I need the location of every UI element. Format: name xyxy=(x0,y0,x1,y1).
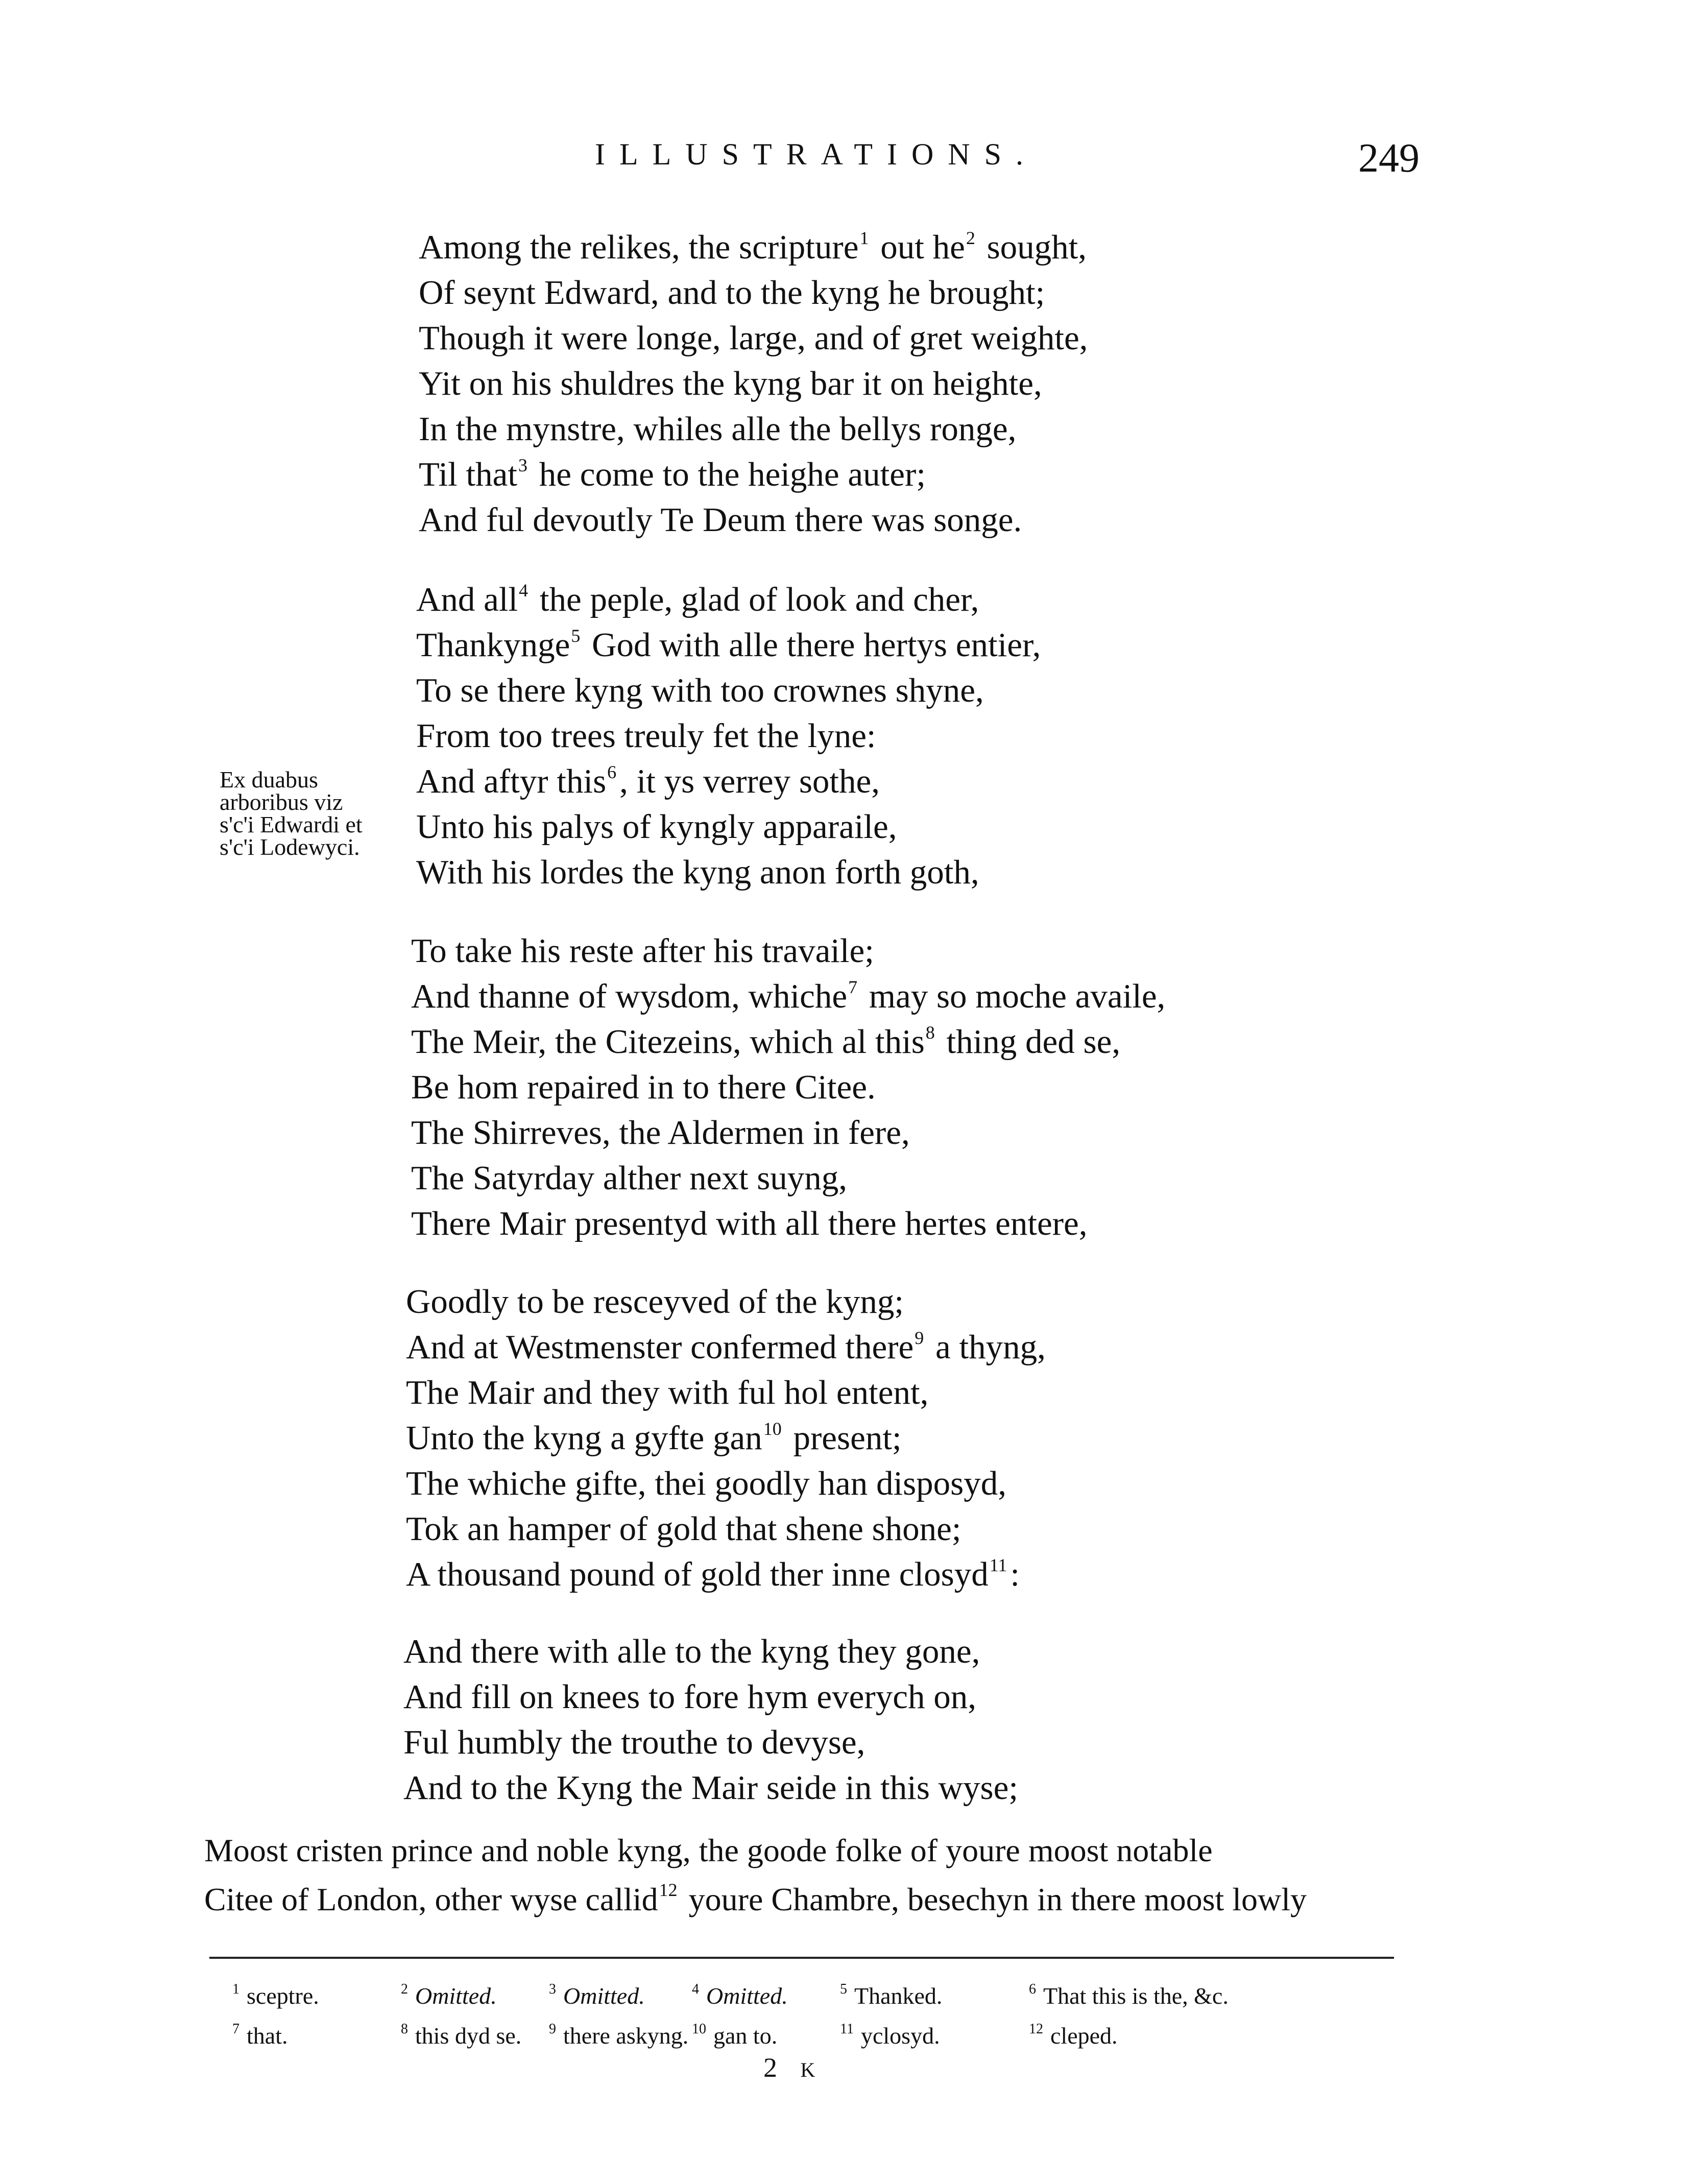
line-text: Moost cristen prince and noble kyng, the goode folke of youre moost notable xyxy=(204,1832,1213,1868)
prose-line xyxy=(204,1875,1399,1924)
footnote-number: 12 xyxy=(1029,2021,1043,2037)
line-text: To se there kyng with too crownes shyne, xyxy=(416,671,984,709)
footnote-marker: 1 xyxy=(859,228,869,248)
footnote xyxy=(401,1982,497,2009)
footnote-marker: 7 xyxy=(848,977,858,997)
footnote xyxy=(401,2022,521,2049)
footnote-number: 11 xyxy=(840,2021,854,2037)
stanza-5 xyxy=(403,1629,1018,1811)
line-text: The Satyrday alther next suyng, xyxy=(411,1159,848,1197)
verse-line xyxy=(406,1506,1046,1552)
verse-line xyxy=(416,577,1041,622)
footnote-text: That this is the, &c. xyxy=(1043,1983,1229,2009)
footnote-text: there askyng. xyxy=(563,2023,689,2049)
line-text: A thousand pound of gold ther inne closyd xyxy=(406,1555,989,1593)
verse-line xyxy=(411,1065,1165,1110)
line-text: out he xyxy=(872,228,965,266)
line-text: Of seynt Edward, and to the kyng he brought; xyxy=(419,274,1045,311)
verse-line xyxy=(416,713,1041,759)
stanza-3 xyxy=(411,928,1165,1246)
signature-letter: K xyxy=(800,2058,824,2081)
verse-line xyxy=(403,1674,1018,1720)
line-text: From too trees treuly fet the lyne: xyxy=(416,717,876,755)
verse-line xyxy=(411,1019,1165,1065)
footnote-marker: 5 xyxy=(571,626,581,646)
footnote-number: 2 xyxy=(401,1981,408,1997)
verse-line xyxy=(419,361,1088,406)
footnote-number: 8 xyxy=(401,2021,408,2037)
footnote-row xyxy=(232,1982,1407,2022)
line-text: And there with alle to the kyng they gone, xyxy=(403,1633,980,1670)
verse-line xyxy=(406,1461,1046,1506)
line-text: Tok an hamper of gold that shene shone; xyxy=(406,1510,961,1548)
footnotes xyxy=(232,1982,1407,2062)
line-text: Be hom repaired in to there Citee. xyxy=(411,1068,876,1106)
verse-line xyxy=(419,316,1088,361)
line-text: Though it were longe, large, and of gret weighte, xyxy=(419,319,1088,357)
verse-line xyxy=(419,452,1088,497)
line-text: The Mair and they with ful hol entent, xyxy=(406,1374,929,1411)
side-note-line: s'c'i Edwardi et xyxy=(220,811,363,837)
verse-line xyxy=(406,1415,1046,1461)
line-text: Til that xyxy=(419,455,518,493)
line-text: And aftyr this xyxy=(416,762,607,800)
footnote-marker: 2 xyxy=(966,228,975,248)
footnote-text: sceptre. xyxy=(247,1983,319,2009)
line-text: And at Westmenster confermed there xyxy=(406,1328,914,1366)
verse-line xyxy=(406,1552,1046,1597)
line-text: To take his reste after his travaile; xyxy=(411,932,874,970)
footnote-text: Omitted. xyxy=(563,1983,645,2009)
verse-line xyxy=(411,1110,1165,1156)
side-note xyxy=(220,766,363,860)
footnote-text: Thanked. xyxy=(854,1983,943,2009)
signature-mark xyxy=(763,2052,823,2083)
footnote-text: Omitted. xyxy=(415,1983,497,2009)
line-text: Yit on his shuldres the kyng bar it on heighte, xyxy=(419,365,1042,402)
footnote xyxy=(549,1982,645,2009)
verse-line xyxy=(403,1629,1018,1674)
verse-line xyxy=(406,1279,1046,1325)
footnote xyxy=(692,2022,777,2049)
footnote-number: 5 xyxy=(840,1981,847,1997)
footnote-number: 4 xyxy=(692,1981,699,1997)
line-text: And thanne of wysdom, whiche xyxy=(411,977,848,1015)
verse-line xyxy=(416,668,1041,713)
footnote-marker: 4 xyxy=(519,580,528,601)
footnote-text: that. xyxy=(247,2023,288,2049)
page-number: 249 xyxy=(1358,136,1420,181)
verse-line xyxy=(419,406,1088,452)
footnote-marker: 12 xyxy=(659,1880,678,1900)
line-text: present; xyxy=(784,1419,902,1457)
side-note-line: arboribus viz xyxy=(220,789,343,815)
footnote xyxy=(1029,2022,1118,2049)
stanza-1 xyxy=(419,225,1088,543)
footnote-number: 10 xyxy=(692,2021,706,2037)
verse-line xyxy=(411,974,1165,1019)
footnote-number: 1 xyxy=(232,1981,239,1997)
verse-line xyxy=(419,270,1088,316)
line-text: Unto the kyng a gyfte gan xyxy=(406,1419,762,1457)
verse-line xyxy=(419,497,1088,543)
side-note-line: s'c'i Lodewyci. xyxy=(220,834,360,860)
footnote-text: this dyd se. xyxy=(415,2023,522,2049)
footnote-marker: 11 xyxy=(989,1555,1007,1575)
line-text: God with alle there hertys entier, xyxy=(583,626,1041,664)
stanza-2 xyxy=(416,577,1041,895)
footnote-marker: 3 xyxy=(518,455,528,475)
line-text: The Shirreves, the Aldermen in fere, xyxy=(411,1114,910,1151)
line-text: There Mair presentyd with all there hertes entere, xyxy=(411,1205,1088,1242)
line-text: Among the relikes, the scripture xyxy=(419,228,859,266)
footnote xyxy=(232,1982,319,2009)
line-text: And ful devoutly Te Deum there was songe. xyxy=(419,501,1022,539)
footnote-rule xyxy=(209,1957,1394,1959)
signature-number: 2 xyxy=(763,2052,785,2083)
line-text: Goodly to be resceyved of the kyng; xyxy=(406,1283,904,1321)
footnote-number: 7 xyxy=(232,2021,239,2037)
line-text: thing ded se, xyxy=(937,1023,1121,1061)
verse-line xyxy=(411,1201,1165,1246)
footnote xyxy=(840,1982,942,2009)
verse-line xyxy=(416,804,1041,850)
footnote-number: 9 xyxy=(549,2021,556,2037)
footnote-marker: 10 xyxy=(763,1419,782,1439)
line-text: may so moche availe, xyxy=(860,977,1166,1015)
verse-line xyxy=(411,928,1165,974)
line-text: Thankynge xyxy=(416,626,570,664)
footnote-number: 6 xyxy=(1029,1981,1036,1997)
line-text: a thyng, xyxy=(927,1328,1046,1366)
footnote-marker: 9 xyxy=(915,1328,924,1348)
footnote xyxy=(232,2022,287,2049)
line-text: : xyxy=(1010,1555,1020,1593)
line-text: he come to the heighe auter; xyxy=(531,455,926,493)
line-text: In the mynstre, whiles alle the bellys ronge, xyxy=(419,410,1017,448)
footnote-text: yclosyd. xyxy=(860,2023,940,2049)
line-text: With his lordes the kyng anon forth goth, xyxy=(416,853,979,891)
footnote-marker: 6 xyxy=(607,762,617,782)
verse-line xyxy=(411,1156,1165,1201)
line-text: Ful humbly the trouthe to devyse, xyxy=(403,1723,865,1761)
line-text: youre Chambre, besechyn in there moost lowly xyxy=(680,1881,1307,1917)
footnote xyxy=(1029,1982,1229,2009)
footnote xyxy=(549,2022,688,2049)
footnote-text: cleped. xyxy=(1050,2023,1118,2049)
prose-line xyxy=(204,1826,1399,1875)
line-text: And fill on knees to fore hym everych on, xyxy=(403,1678,976,1716)
footnote-number: 3 xyxy=(549,1981,556,1997)
running-head: ILLUSTRATIONS. xyxy=(595,137,1038,171)
footnote xyxy=(692,1982,788,2009)
line-text: , it ys verrey sothe, xyxy=(619,762,880,800)
side-note-line: Ex duabus xyxy=(220,766,318,793)
line-text: sought, xyxy=(978,228,1087,266)
line-text: And all xyxy=(416,581,518,618)
verse-line xyxy=(406,1370,1046,1415)
line-text: And to the Kyng the Mair seide in this wyse; xyxy=(403,1769,1018,1807)
verse-line xyxy=(416,622,1041,668)
verse-line xyxy=(419,225,1088,270)
footnote-text: Omitted. xyxy=(706,1983,788,2009)
verse-line xyxy=(416,850,1041,895)
line-text: Citee of London, other wyse callid xyxy=(204,1881,658,1917)
footnote-marker: 8 xyxy=(925,1022,935,1043)
verse-line xyxy=(406,1325,1046,1370)
verse-line xyxy=(403,1765,1018,1811)
line-text: The Meir, the Citezeins, which al this xyxy=(411,1023,925,1061)
verse-line xyxy=(403,1720,1018,1765)
prose-paragraph xyxy=(204,1826,1399,1924)
footnote-text: gan to. xyxy=(713,2023,778,2049)
footnote xyxy=(840,2022,940,2049)
line-text: The whiche gifte, thei goodly han disposyd, xyxy=(406,1465,1007,1502)
stanza-4 xyxy=(406,1279,1046,1597)
verse-line xyxy=(416,759,1041,804)
line-text: the peple, glad of look and cher, xyxy=(531,581,979,618)
line-text: Unto his palys of kyngly apparaile, xyxy=(416,808,897,846)
